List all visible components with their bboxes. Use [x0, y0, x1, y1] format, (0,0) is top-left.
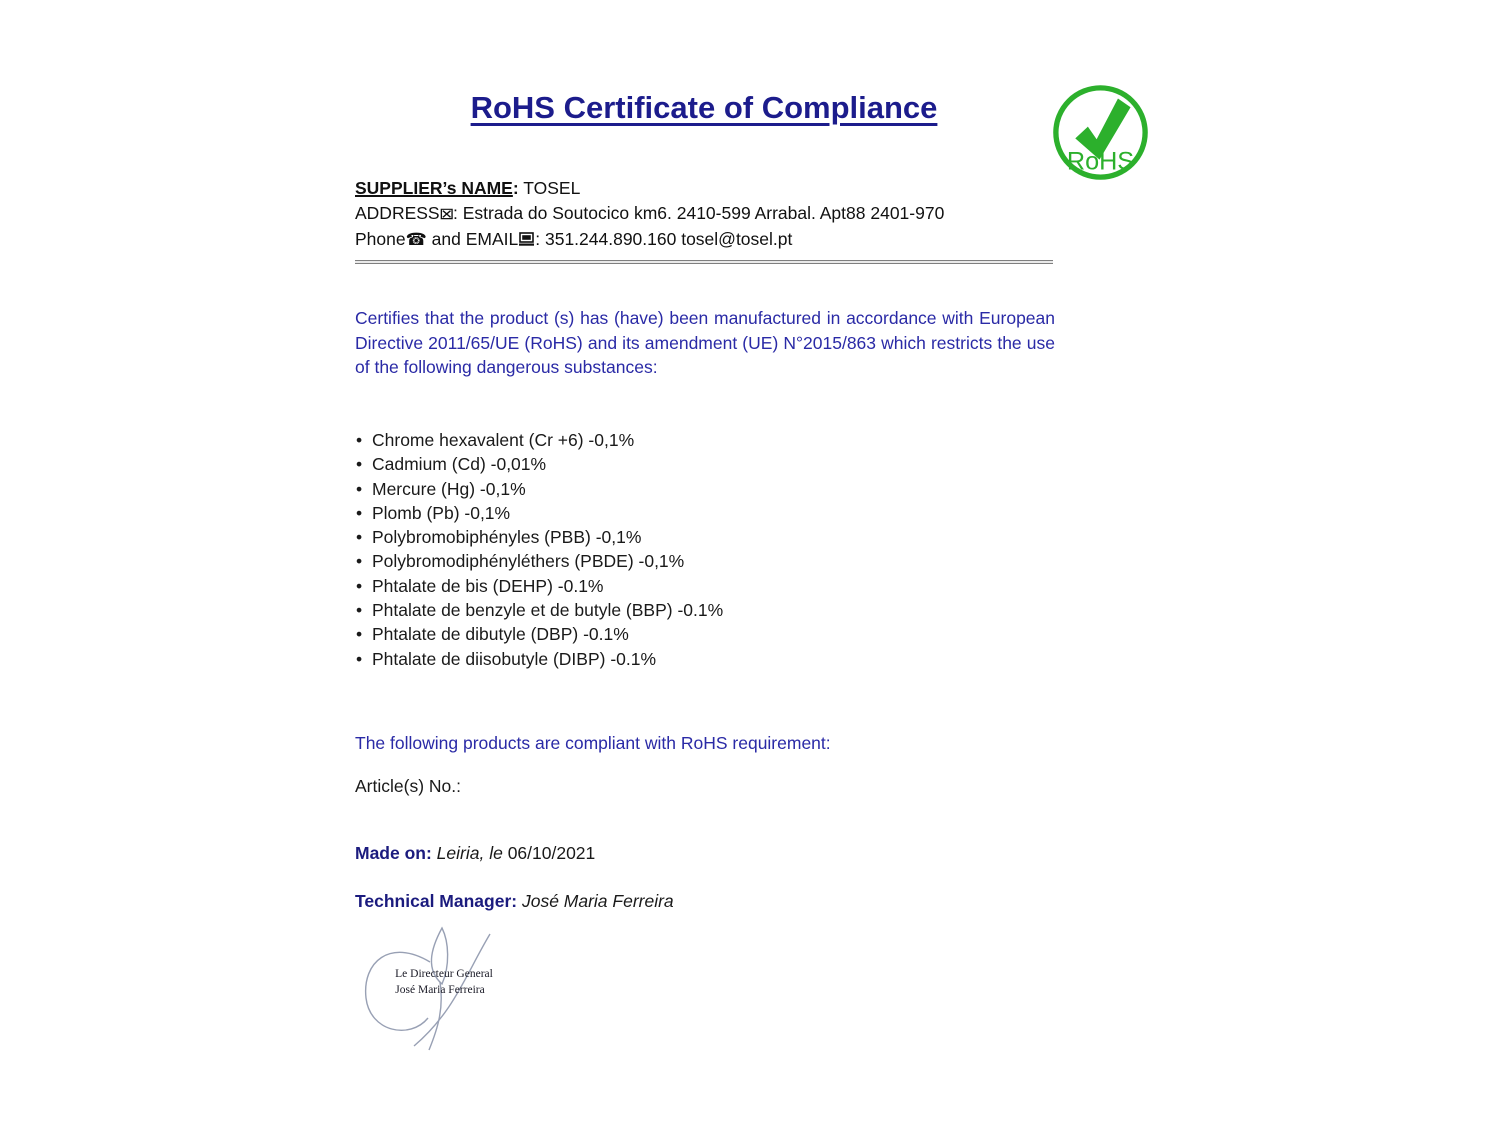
phone-icon: ☎ [405, 230, 427, 249]
substance-item: • Phtalate de diisobutyle (DIBP) -0.1% [356, 647, 1056, 671]
substance-item: • Cadmium (Cd) -0,01% [356, 452, 1056, 476]
compliant-products-line: The following products are compliant with RoHS requirement: [355, 733, 831, 753]
technical-manager-label: Technical Manager: [355, 891, 518, 911]
made-on-line [355, 843, 1055, 864]
substance-item: • Polybromobiphényles (PBB) -0,1% [356, 525, 1056, 549]
supplier-address-line [355, 201, 1055, 228]
article-number-line: Article(s) No.: [355, 776, 461, 796]
substance-item: • Mercure (Hg) -0,1% [356, 477, 1056, 501]
made-on-label: Made on: [355, 843, 432, 863]
compliance-statement: Certifies that the product (s) has (have) been manufactured in accordance with European Directive 2011/65/UE (RoHS) and its amendment (UE) N°2015/863 which restricts the use of the following dangerous substances: [355, 308, 1055, 377]
horizontal-rule [355, 260, 1053, 264]
supplier-info [355, 176, 1055, 253]
supplier-contact-line [355, 227, 1055, 253]
made-on-date: 06/10/2021 [507, 843, 596, 863]
signature-block [352, 920, 532, 1060]
technical-manager-line [355, 891, 1055, 912]
address-label: ADDRESS [355, 202, 440, 223]
supplier-name-value: TOSEL [518, 178, 581, 198]
phone-label: Phone [355, 229, 406, 249]
substance-item: • Phtalate de bis (DEHP) -0.1% [356, 574, 1056, 598]
envelope-icon: ⊠ [438, 205, 455, 223]
technical-manager-name: José Maria Ferreira [517, 891, 674, 911]
computer-icon [518, 232, 535, 247]
address-value: : Estrada do Soutocico km6. 2410-599 Arrabal. Apt88 2401-970 [453, 202, 945, 223]
substance-item: • Chrome hexavalent (Cr +6) -0,1% [356, 428, 1056, 452]
supplier-name-line [355, 176, 1055, 201]
substance-item: • Phtalate de dibutyle (DBP) -0.1% [356, 622, 1056, 646]
signature-title-text: Le Directeur General [395, 968, 493, 980]
supplier-name-colon: : [512, 178, 519, 198]
email-label: and EMAIL [426, 229, 519, 249]
signature-name-text: José Maria Ferreira [395, 984, 485, 996]
rohs-logo [1052, 84, 1149, 181]
substance-item: • Polybromodiphényléthers (PBDE) -0,1% [356, 549, 1056, 573]
rohs-logo-label: RoHS [1066, 147, 1135, 176]
made-on-place: Leiria, le [431, 843, 508, 863]
substance-item: • Plomb (Pb) -0,1% [356, 501, 1056, 525]
contact-value: : 351.244.890.160 tosel@tosel.pt [535, 229, 793, 249]
substance-item: • Phtalate de benzyle et de butyle (BBP) -0.1% [356, 598, 1056, 622]
substances-list [356, 428, 1056, 671]
page-title: RoHS Certificate of Compliance [470, 90, 938, 125]
supplier-name-label: SUPPLIER’s NAME [355, 178, 513, 198]
